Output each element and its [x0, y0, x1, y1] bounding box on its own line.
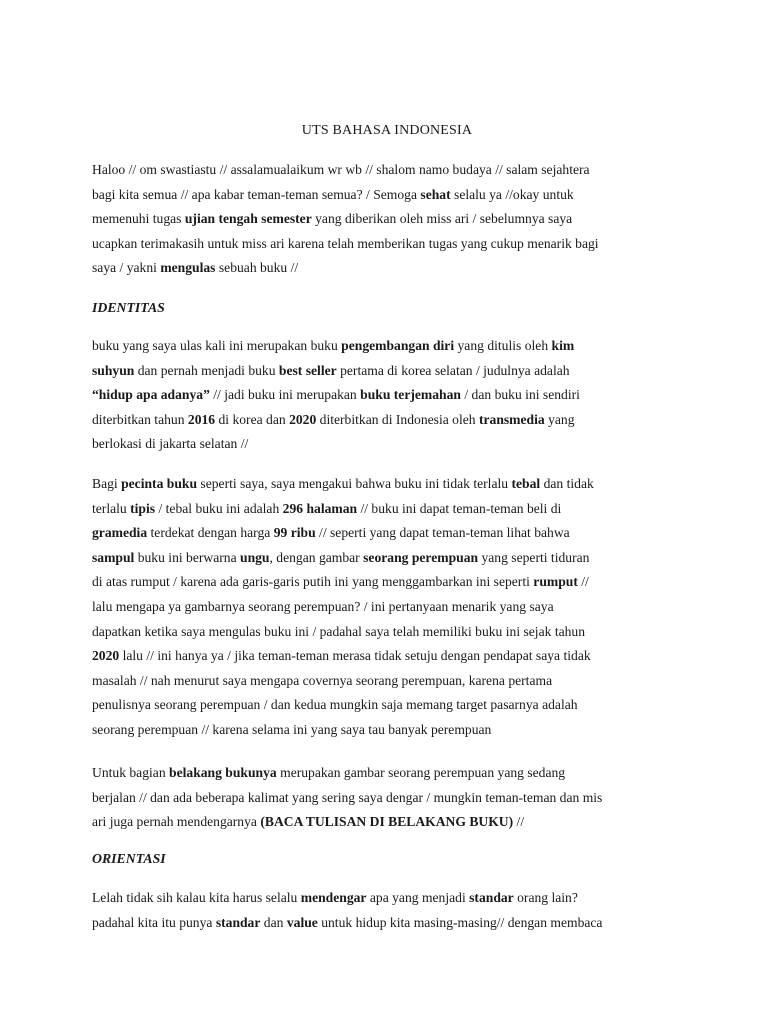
text-run: bagi kita semua // apa kabar teman-teman semua? / Semoga	[92, 186, 421, 202]
text-run: Haloo // om swastiastu // assalamualaikum wr wb // shalom namo budaya // salam sejahtera	[92, 162, 590, 177]
text-run: apa yang menjadi	[366, 890, 470, 905]
text-run: terdekat dengan harga	[147, 525, 274, 541]
text-run: di atas rumput / karena ada garis-garis putih ini yang menggambarkan ini seperti	[92, 574, 534, 590]
bold-text: value	[286, 914, 318, 930]
text-line	[92, 595, 692, 620]
bold-text: rumput	[533, 574, 578, 590]
text-run: sebuah buku //	[215, 260, 299, 276]
text-run: berlokasi di jakarta selatan //	[92, 436, 249, 452]
text-run: // buku ini dapat teman-teman beli di	[357, 500, 562, 516]
bold-text: belakang bukunya	[169, 765, 277, 780]
text-run: //	[577, 574, 589, 590]
text-line	[92, 911, 692, 936]
bold-text: standar	[469, 890, 514, 905]
text-line	[92, 620, 692, 645]
bold-text: 99 ribu	[273, 525, 316, 541]
text-run: //	[513, 814, 525, 830]
paragraph-back-cover	[92, 761, 692, 835]
text-run: diterbitkan tahun	[92, 411, 188, 427]
text-run: dan tidak	[540, 476, 594, 491]
text-run: ucapkan terimakasih untuk miss ari karena telah memberikan tugas yang cukup menarik bagi	[92, 235, 599, 251]
bold-text: standar	[215, 914, 261, 930]
bold-text: pecinta buku	[121, 476, 198, 491]
text-run: padahal kita itu punya	[92, 914, 216, 930]
text-run: seorang perempuan // karena selama ini yang saya tau banyak perempuan	[92, 721, 492, 737]
text-run: buku ini berwarna	[134, 549, 241, 565]
bold-text: best seller	[278, 362, 337, 378]
text-run: yang ditulis oleh	[454, 338, 552, 353]
paragraph-greeting	[92, 158, 692, 281]
bold-text: sehat	[420, 186, 451, 202]
text-line	[92, 359, 692, 384]
paragraph-book-description	[92, 472, 692, 743]
text-run: / tebal buku ini adalah	[155, 500, 283, 516]
bold-text: buku terjemahan	[360, 387, 461, 403]
text-line	[92, 207, 692, 232]
text-run: di korea dan	[215, 411, 290, 427]
text-line	[92, 786, 692, 811]
text-line	[92, 718, 692, 743]
text-line	[92, 232, 692, 257]
text-run: lalu mengapa ya gambarnya seorang perempuan? / ini pertanyaan menarik yang saya	[92, 598, 554, 614]
bold-text: suhyun	[92, 362, 135, 378]
heading-orientasi: ORIENTASI	[92, 851, 166, 866]
bold-text: (BACA TULISAN DI BELAKANG BUKU)	[260, 814, 514, 830]
text-run: , dengan gambar	[269, 549, 364, 565]
text-run: orang lain?	[513, 890, 578, 905]
bold-text: tebal	[511, 476, 541, 491]
text-run: pertama di korea selatan / judulnya adalah	[336, 362, 570, 378]
bold-text: transmedia	[478, 411, 545, 427]
bold-text: ungu	[240, 549, 270, 565]
bold-text: ujian tengah semester	[184, 211, 312, 227]
text-run: // seperti yang dapat teman-teman lihat bahwa	[315, 525, 570, 541]
text-line	[92, 158, 692, 183]
text-run: terlalu	[92, 500, 131, 516]
text-line	[92, 546, 692, 571]
text-run: Bagi	[92, 476, 122, 491]
text-run: yang diberikan oleh miss ari / sebelumnya saya	[311, 211, 573, 227]
text-line	[92, 570, 692, 595]
document-title: UTS BAHASA INDONESIA	[301, 123, 473, 138]
bold-text: mengulas	[160, 260, 216, 276]
bold-text: tipis	[130, 500, 156, 516]
paragraph-orientation	[92, 886, 692, 935]
text-run: diterbitkan di Indonesia oleh	[316, 411, 479, 427]
bold-text: “hidup apa adanya”	[92, 387, 210, 403]
text-run: Untuk bagian	[92, 765, 170, 780]
text-run: dan pernah menjadi buku	[134, 362, 279, 378]
bold-text: 296 halaman	[282, 500, 358, 516]
bold-text: kim	[551, 338, 575, 353]
bold-text: pengembangan diri	[341, 338, 455, 353]
text-run: buku yang saya ulas kali ini merupakan buku	[92, 338, 342, 353]
text-run: lalu // ini hanya ya / jika teman-teman merasa tidak setuju dengan pendapat saya tidak	[119, 648, 591, 664]
text-run: merupakan gambar seorang perempuan yang sedang	[276, 765, 566, 780]
bold-text: 2016	[187, 411, 216, 427]
text-line	[92, 669, 692, 694]
text-run: berjalan // dan ada beberapa kalimat yang sering saya dengar / mungkin teman-teman dan mis	[92, 789, 603, 805]
text-run: yang	[544, 411, 575, 427]
text-run: Lelah tidak sih kalau kita harus selalu	[92, 890, 301, 905]
bold-text: 2020	[92, 648, 120, 664]
text-run: ari juga pernah mendengarnya	[92, 814, 261, 830]
text-line	[92, 761, 692, 786]
text-line	[92, 183, 692, 208]
text-line	[92, 521, 692, 546]
text-line	[92, 693, 692, 718]
text-line	[92, 432, 692, 457]
text-run: memenuhi tugas	[92, 211, 185, 227]
text-line	[92, 383, 692, 408]
text-run: selalu ya //okay untuk	[450, 186, 574, 202]
bold-text: seorang perempuan	[363, 549, 479, 565]
text-run: masalah // nah menurut saya mengapa covernya seorang perempuan, karena pertama	[92, 672, 553, 688]
text-line	[92, 472, 692, 497]
text-line	[92, 334, 692, 359]
bold-text: sampul	[92, 549, 135, 565]
text-line	[92, 886, 692, 911]
text-line	[92, 408, 692, 433]
text-run: dan	[260, 914, 287, 930]
text-run: saya / yakni	[92, 260, 161, 276]
text-line	[92, 810, 692, 835]
text-line	[92, 256, 692, 281]
bold-text: 2020	[289, 411, 317, 427]
text-run: yang seperti tiduran	[478, 549, 590, 565]
text-line	[92, 644, 692, 669]
bold-text: gramedia	[92, 525, 148, 541]
text-run: untuk hidup kita masing-masing// dengan membaca	[317, 914, 603, 930]
text-run: seperti saya, saya mengakui bahwa buku ini tidak terlalu	[197, 476, 512, 491]
text-run: dapatkan ketika saya mengulas buku ini / padahal saya telah memiliki buku ini sejak tahun	[92, 623, 586, 639]
heading-identitas: IDENTITAS	[92, 300, 165, 315]
text-run: penulisnya seorang perempuan / dan kedua mungkin saja memang target pasarnya adalah	[92, 697, 578, 713]
text-run: / dan buku ini sendiri	[460, 387, 580, 403]
text-line	[92, 497, 692, 522]
paragraph-identity	[92, 334, 692, 457]
bold-text: mendengar	[300, 890, 367, 905]
text-run: // jadi buku ini merupakan	[209, 387, 361, 403]
